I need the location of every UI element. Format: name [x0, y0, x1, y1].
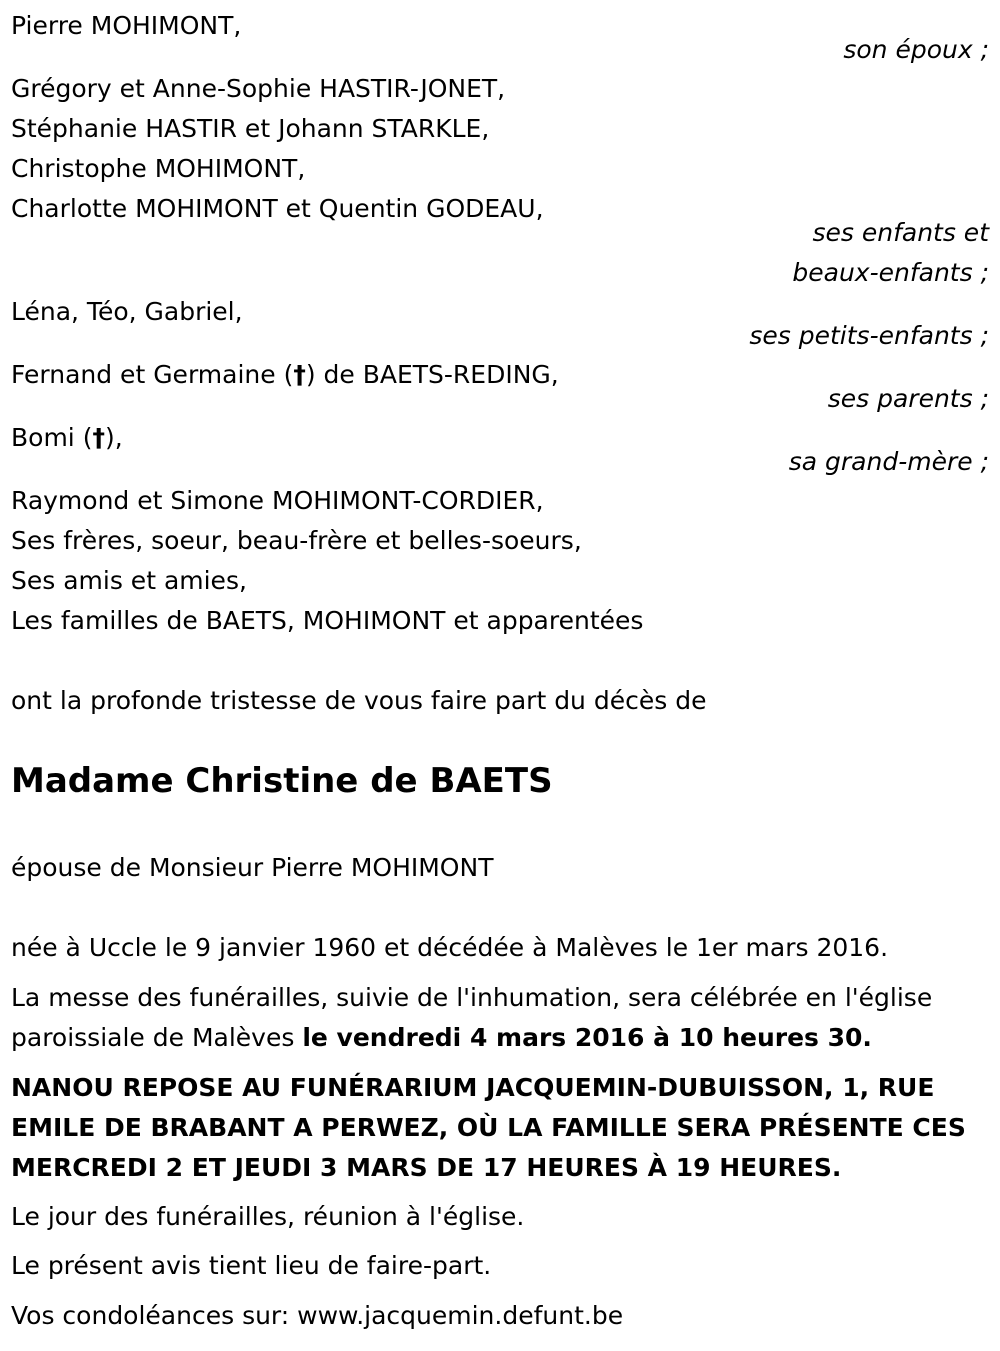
others-line-2: Ses frères, soeur, beau-frère et belles-soeurs, — [11, 526, 582, 555]
deceased-name: Madame Christine de BAETS — [11, 761, 553, 801]
grandchildren-name: Léna, Téo, Gabriel, — [11, 297, 243, 326]
grandchildren-role: ses petits-enfants ; — [749, 321, 989, 350]
parents-role: ses parents ; — [827, 384, 989, 413]
condolences-text: Vos condoléances sur: www.jacquemin.defunt.be — [11, 1301, 624, 1330]
children-name-3: Christophe MOHIMONT, — [11, 154, 306, 183]
spouse-name: Pierre MOHIMONT, — [11, 11, 242, 40]
notice-text: Le présent avis tient lieu de faire-part. — [11, 1251, 492, 1280]
deceased-spouse-line: épouse de Monsieur Pierre MOHIMONT — [11, 853, 494, 882]
parents-name-before: Fernand et Germaine ( — [11, 360, 294, 389]
deceased-dates: née à Uccle le 9 janvier 1960 et décédée à Malèves le 1er mars 2016. — [11, 933, 889, 962]
children-role-line2: beaux-enfants ; — [792, 258, 989, 287]
grandmother-name — [11, 418, 123, 458]
others-line-3: Ses amis et amies, — [11, 566, 247, 595]
visitation-line-1: NANOU REPOSE AU FUNÉRARIUM JACQUEMIN-DUBUISSON, 1, RUE — [11, 1073, 935, 1102]
spouse-role: son époux ; — [843, 35, 989, 64]
cross-icon: † — [293, 360, 306, 389]
announcement-text: ont la profonde tristesse de vous faire part du décès de — [11, 686, 707, 715]
children-role-line1: ses enfants et — [812, 218, 989, 247]
parents-name — [11, 355, 559, 395]
children-name-2: Stéphanie HASTIR et Johann STARKLE, — [11, 114, 490, 143]
mass-line-2 — [11, 1018, 872, 1058]
mass-line-1: La messe des funérailles, suivie de l'inhumation, sera célébrée en l'église — [11, 983, 933, 1012]
grandmother-role: sa grand-mère ; — [788, 447, 989, 476]
children-name-4: Charlotte MOHIMONT et Quentin GODEAU, — [11, 194, 544, 223]
cross-icon: † — [92, 423, 105, 452]
grandmother-name-before: Bomi ( — [11, 423, 93, 452]
meeting-text: Le jour des funérailles, réunion à l'église. — [11, 1202, 525, 1231]
others-line-1: Raymond et Simone MOHIMONT-CORDIER, — [11, 486, 544, 515]
visitation-line-3: MERCREDI 2 ET JEUDI 3 MARS DE 17 HEURES À 19 HEURES. — [11, 1153, 842, 1182]
visitation-line-2: EMILE DE BRABANT A PERWEZ, OÙ LA FAMILLE SERA PRÉSENTE CES — [11, 1113, 966, 1142]
grandmother-name-after: ), — [104, 423, 123, 452]
mass-line-2-text: paroissiale de Malèves — [11, 1023, 303, 1052]
mass-date-time: le vendredi 4 mars 2016 à 10 heures 30. — [302, 1023, 872, 1052]
children-name-1: Grégory et Anne-Sophie HASTIR-JONET, — [11, 74, 506, 103]
others-line-4: Les familles de BAETS, MOHIMONT et apparentées — [11, 606, 644, 635]
parents-name-after: ) de BAETS-REDING, — [305, 360, 559, 389]
